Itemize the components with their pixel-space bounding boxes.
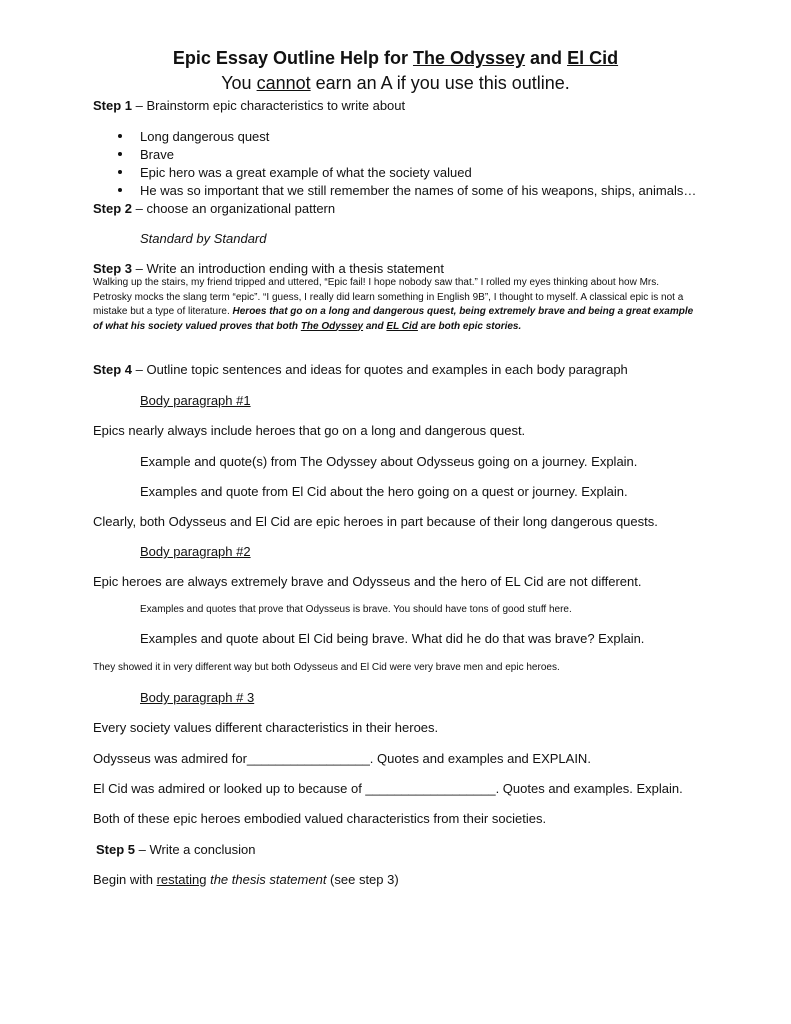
title-prefix: Epic Essay Outline Help for: [172, 48, 413, 68]
step3-heading: [93, 261, 444, 276]
body1-topic: Epics nearly always include heroes that go on a long and dangerous quest.: [93, 423, 526, 438]
step3-text: – Write an introduction ending with a thesis statement: [132, 261, 444, 276]
step5-thesis: the thesis statement: [210, 872, 327, 887]
subtitle-pre: You: [221, 73, 257, 93]
step5-heading: [96, 842, 255, 857]
step5-begin: Begin with: [93, 872, 157, 887]
body3-conclusion: Both of these epic heroes embodied valued characteristics from their societies.: [93, 811, 547, 826]
thesis-and: and: [363, 320, 387, 332]
body1-conclusion: Clearly, both Odysseus and El Cid are epic heroes in part because of their long dangerous quests.: [93, 514, 658, 529]
step1-bullet-3: Epic hero was a great example of what the society valued: [140, 165, 472, 180]
title-and: and: [525, 48, 568, 68]
title-work-odyssey: The Odyssey: [412, 48, 526, 68]
step2-text: – choose an organizational pattern: [132, 201, 336, 216]
body1-heading: Body paragraph #1: [140, 393, 251, 408]
step4-label: Step 4: [93, 362, 133, 377]
step1-bullet-4: He was so important that we still remember the names of some of his weapons, ships, animals…: [140, 183, 697, 198]
body2-example-2: Examples and quote about El Cid being brave. What did he do that was brave? Explain.: [140, 631, 645, 646]
body2-conclusion: They showed it in very different way but both Odysseus and El Cid were very brave men and epic heroes.: [93, 662, 560, 673]
step5-end: (see step 3): [326, 872, 399, 887]
page-title: [0, 48, 791, 69]
thesis-work-odyssey: The Odyssey: [300, 320, 364, 332]
step1-bullet-1: Long dangerous quest: [140, 129, 270, 144]
step1-label: Step 1: [93, 98, 133, 113]
step5-restating: restating: [156, 872, 207, 887]
intro-text: Walking up the stairs, my friend tripped and uttered, “Epic fail! I hope nobody saw that.” I rolled my eyes thinking about how Mrs. Petrosky mocks the slang term “epic”. “I guess, I really did learn something in English 9B”, I thought to myself. A classical epic is not a mistake but a type of literature.: [93, 277, 684, 317]
step1-heading: [93, 98, 405, 113]
body1-example-2: Examples and quote from El Cid about the hero going on a quest or journey. Explain.: [140, 484, 628, 499]
step1-bullet-2: Brave: [140, 147, 174, 162]
step3-label: Step 3: [93, 261, 133, 276]
step2-label: Step 2: [93, 201, 133, 216]
bullet-dot: [118, 134, 122, 138]
bullet-dot: [118, 152, 122, 156]
step3-intro-paragraph: [93, 276, 699, 334]
step4-text: – Outline topic sentences and ideas for quotes and examples in each body paragraph: [132, 362, 628, 377]
body3-heading: Body paragraph # 3: [140, 690, 255, 705]
step5-text: – Write a conclusion: [135, 842, 256, 857]
body1-example-1: Example and quote(s) from The Odyssey about Odysseus going on a journey. Explain.: [140, 454, 638, 469]
subtitle-underlined: cannot: [256, 73, 311, 93]
subtitle-post: earn an A if you use this outline.: [310, 73, 570, 93]
step5-label: Step 5: [96, 842, 136, 857]
body3-line-1: Odysseus was admired for_________________. Quotes and examples and EXPLAIN.: [93, 751, 591, 766]
body2-example-1: Examples and quotes that prove that Odysseus is brave. You should have tons of good stuff here.: [140, 604, 572, 615]
page-subtitle: [0, 73, 791, 94]
thesis-text: Heroes that go on a long and dangerous quest, being extremely brave and being a great example of what his society valued proves that both: [93, 306, 694, 332]
body2-heading: Body paragraph #2: [140, 544, 251, 559]
body3-line-2: El Cid was admired or looked up to because of __________________. Quotes and examples. Explain.: [93, 781, 683, 796]
step2-pattern: Standard by Standard: [140, 231, 267, 246]
body2-topic: Epic heroes are always extremely brave and Odysseus and the hero of EL Cid are not different.: [93, 574, 642, 589]
step5-begin-line: [93, 872, 399, 887]
title-work-el-cid: El Cid: [567, 48, 619, 68]
step1-text: – Brainstorm epic characteristics to write about: [132, 98, 406, 113]
bullet-dot: [118, 170, 122, 174]
thesis-work-el-cid: EL Cid: [386, 320, 418, 332]
thesis-end: are both epic stories.: [417, 320, 522, 332]
step4-heading: [93, 362, 628, 377]
step2-heading: [93, 201, 335, 216]
bullet-dot: [118, 188, 122, 192]
body3-topic: Every society values different characteristics in their heroes.: [93, 720, 439, 735]
